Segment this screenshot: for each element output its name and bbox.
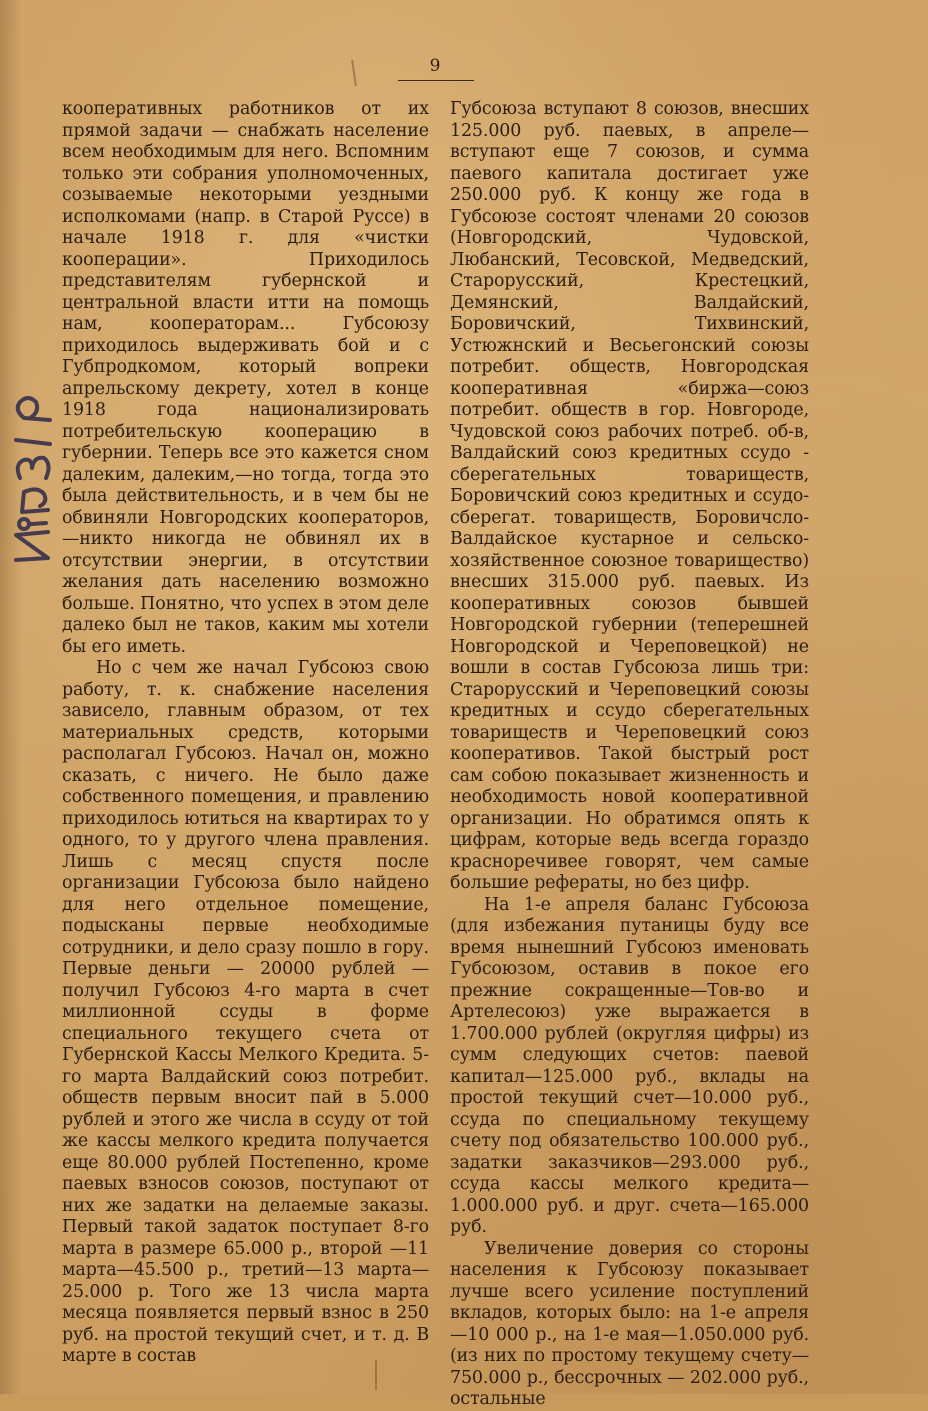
left-text-column: [62, 99, 429, 1368]
right-paragraph-2: На 1-е апреля баланс Губсоюза (для избежания путаницы буду все время нынешний Губсоюз именовать Губсоюзом, оставив в покое его прежние сокращенные—Тов-во и Артелесоюз) уже выражается в 1.700.000 рублей (округляя цифры) из сумм следующих счетов: паевой капитал—125.000 руб., вклады на простой текущий счет—10.000 руб., ссуда по специальному текущему счету под обязательство 100.000 руб., задатки заказчиков—293.000 руб., ссуда кассы мелкого кредита—1.000.000 руб. и друг. счета—165.000 руб.: [450, 894, 809, 1237]
right-paragraph-1: Губсоюза вступают 8 союзов, внесших 125.000 руб. паевых, в апреле—вступают еще 7 союзов, и сумма паевого капитала достигает уже 250.000 руб. К концу же года в Губсоюзе состоят членами 20 союзов (Новгородский, Чудовской, Любанский, Тесовской, Медведский, Старорусский, Крестецкий, Демянский, Валдайский, Боровичский, Тихвинский, Устюжнский и Весьегонский союзы потребит. обществ, Новгородская кооперативная «биржа—союз потребит. обществ в гор. Новгороде, Чудовской союз рабочих потреб. об-в, Валдайский союз кредитных ссудо - сберегательных товариществ, Боровичский союз кредитных и ссудо-сберегат. товариществ, Боровичсло-Валдайское кустарное и сельско-хозяйственное союзное товарищество) внесших 315.000 руб. паевых. Из кооперативных союзов бывшей Новгородской губернии (теперешней Новгородской и Череповецкой) не вошли в состав Губсоюза лишь три: Старорусский и Череповецкий союзы кредитных и ссудо сберегательных товариществ и Череповецкий союз кооперативов. Такой быстрый рост сам собою показывает жизненность и необходимость новой кооперативной организации. Но обратимся опять к цифрам, которые ведь всегда гораздо красноречивее говорят, чем самые большие рефераты, но без цифр.: [450, 99, 809, 893]
pencil-tick-mark: [351, 60, 357, 86]
right-text-column: [450, 99, 809, 1411]
page-edge-shadow: [0, 0, 22, 1394]
left-paragraph-1: кооперативных работников от их прямой задачи — снабжать население всем необходимым для него. Вспомним только эти собрания уполномоченных, созываемые некоторыми уездными исполкомами (напр. в Старой Руссе) в начале 1918 г. для «чистки кооперации». Приходилось представителям губернской и центральной власти итти на помощь нам, кооператорам... Губсоюзу приходилось выдерживать бой и с Губпродкомом, который вопреки апрельскому декрету, хотел в конце 1918 года национализировать потребительскую кооперацию в губернии. Теперь все это кажется сном далеким, далеким,—но тогда, тогда это была действительность, и в чем бы не обвиняли Новгородских кооператоров,—никто никогда не обвинял их в отсутствии энергии, в отсутствии желания дать населению возможно больше. Понятно, что успех в этом деле далеко был не таков, каким мы хотели бы его иметь.: [62, 99, 429, 657]
page-number: 9: [429, 56, 441, 76]
page-number-rule: [398, 80, 474, 81]
left-paragraph-2: Но с чем же начал Губсоюз свою работу, т. к. снабжение населения зависело, главным образом, от тех материальных средств, которыми располагал Губсоюз. Начал он, можно сказать, с ничего. Не было даже собственного помещения, и правлению приходилось ютиться на квартирах то у одного, то у другого члена правления. Лишь с месяц спустя после организации Губсоюза было найдено для него отдельное помещение, подысканы первые необходимые сотрудники, и дело сразу пошло в гору. Первые деньги — 20000 рублей — получил Губсоюз 4-го марта в счет миллионной ссуды в форме специального текущего счета от Губернской Кассы Мелкого Кредита. 5-го марта Валдайский союз потребит. обществ первым вносит пай в 5.000 рублей и этого же числа в ссуду от той же кассы мелкого кредита получается еще 80.000 рублей Постепенно, кроме паевых взносов союзов, поступают от них же задатки на делаемые заказы. Первый такой задаток поступает 8-го марта в размере 65.000 р., второй —11 марта—45.500 р., третий—13 марта—25.000 р. Того же 13 числа марта месяца появляется первый взнос в 250 руб. на простой текущий счет, и т. д. В марте в состав: [62, 658, 429, 1366]
right-paragraph-3: Увеличение доверия со стороны населения к Губсоюзу показывает лучше всего усиление поступлений вкладов, которых было: на 1-е апреля—10 000 р., на 1-е мая—1.050.000 руб. (из них по простому текущему счету—750.000 р., бессрочных — 202.000 руб., остальные: [450, 1238, 809, 1409]
